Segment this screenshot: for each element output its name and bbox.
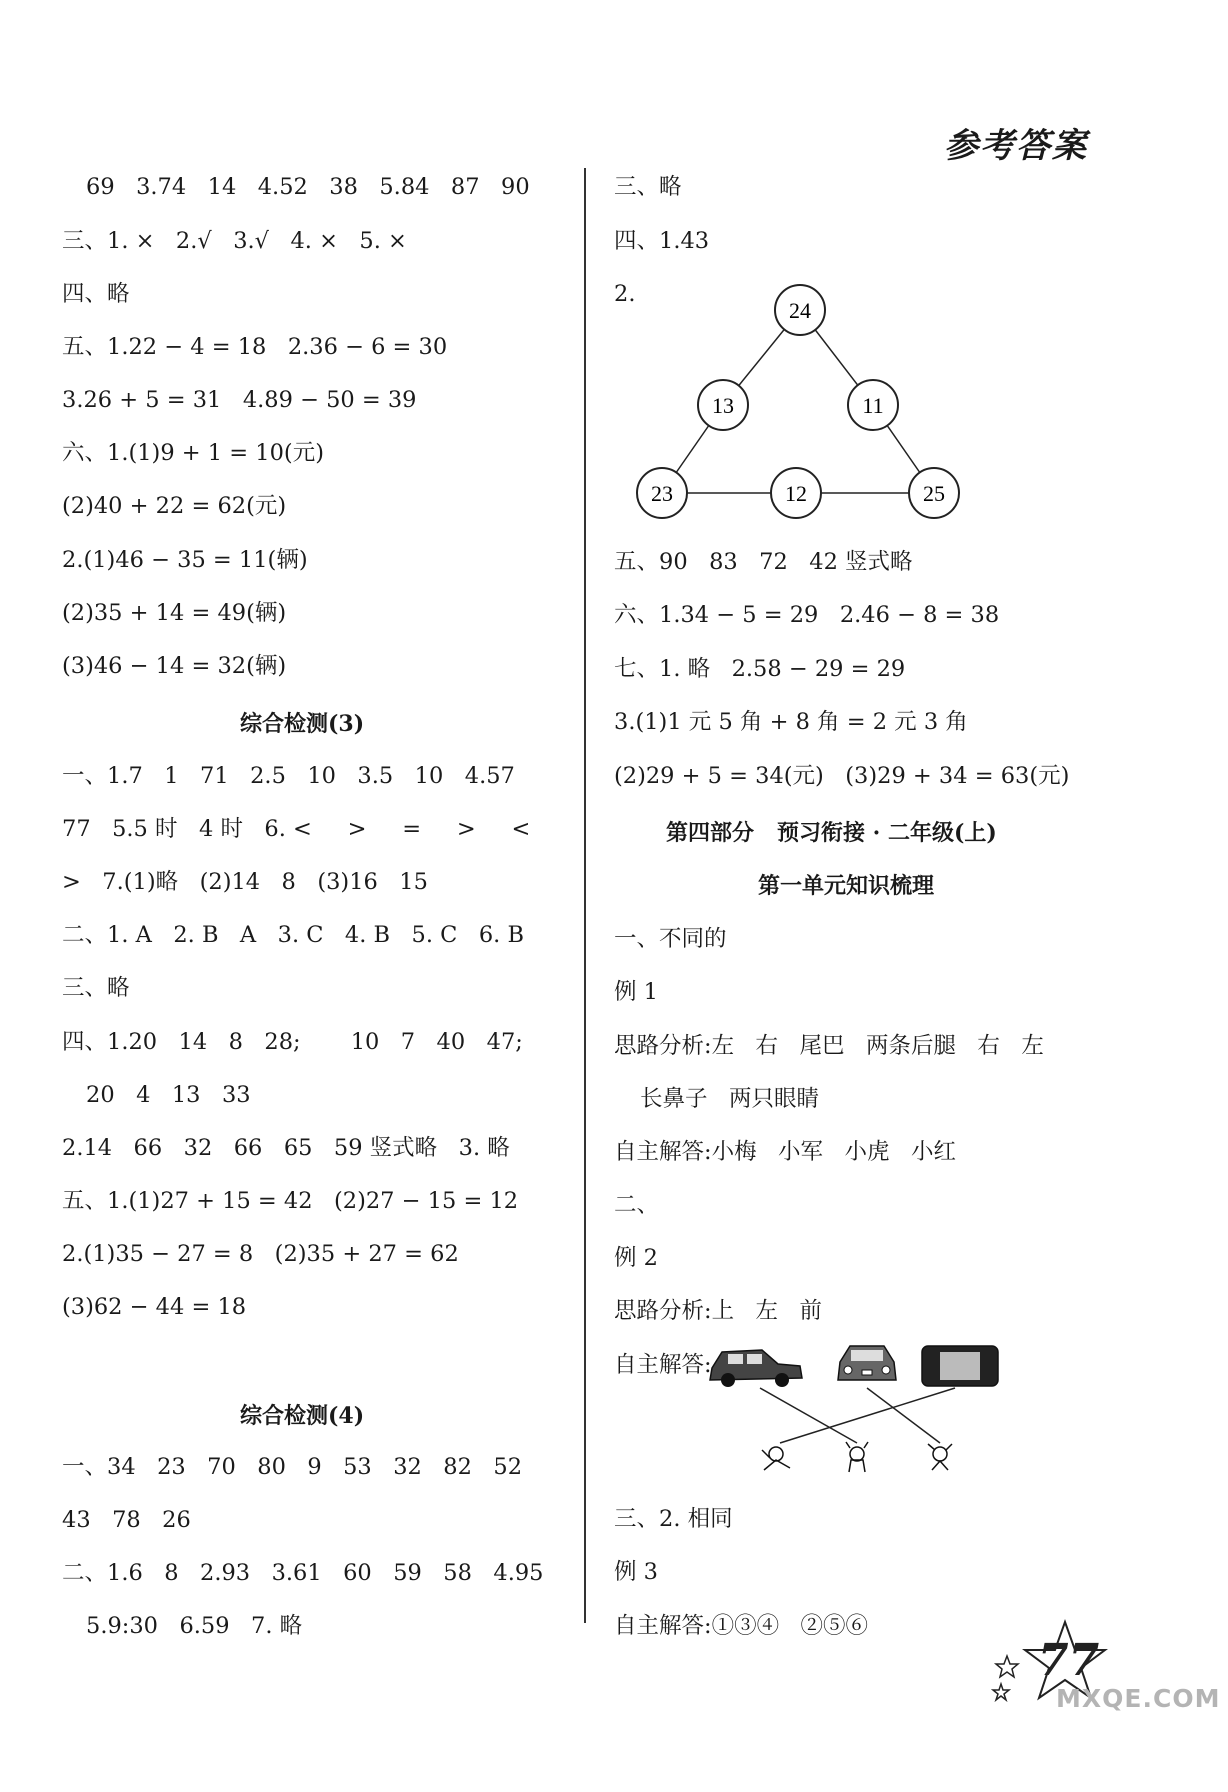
- answer-line: 5.9:30 6.59 7. 略: [86, 1613, 303, 1639]
- answer-line: 77 5.5 时 4 时 6. < > = > <: [62, 816, 531, 842]
- answer-line: 四、1.20 14 8 28; 10 7 40 47;: [62, 1029, 523, 1055]
- section-heading: 综合检测(3): [240, 711, 365, 737]
- part-heading: 第四部分 预习衔接 · 二年级(上): [666, 820, 997, 846]
- answer-line: 三、略: [614, 174, 682, 200]
- node-label: 12: [785, 481, 807, 506]
- answer-line: 自主解答:: [614, 1352, 712, 1378]
- answer-line: (3)62 − 44 = 18: [62, 1294, 247, 1320]
- answer-line: 二、: [614, 1192, 660, 1218]
- answer-line: 69 3.74 14 4.52 38 5.84 87 90: [86, 174, 530, 200]
- answer-line: 例 3: [614, 1559, 658, 1585]
- node-label: 11: [862, 393, 884, 418]
- car-matching-diagram: [700, 1340, 1030, 1480]
- animal-figure-icon: [928, 1444, 952, 1470]
- unit-heading: 第一单元知识梳理: [758, 873, 935, 899]
- answer-line: 3.26 + 5 = 31 4.89 − 50 = 39: [62, 387, 417, 413]
- answer-line: 一、34 23 70 80 9 53 32 82 52: [62, 1454, 523, 1480]
- answer-line: 四、1.43: [614, 228, 710, 254]
- answer-line: 二、1.6 8 2.93 3.61 60 59 58 4.95: [62, 1560, 544, 1586]
- answer-line: 2.(1)35 − 27 = 8 (2)35 + 27 = 62: [62, 1241, 459, 1267]
- column-divider: [584, 168, 586, 1623]
- answer-line: 三、1. × 2.√ 3.√ 4. × 5. ×: [62, 228, 407, 254]
- answer-line: 三、略: [62, 975, 130, 1001]
- answer-line: 六、1.34 − 5 = 29 2.46 − 8 = 38: [614, 602, 1000, 628]
- node-label: 13: [712, 393, 734, 418]
- answer-line: (2)29 + 5 = 34(元) (3)29 + 34 = 63(元): [614, 763, 1070, 789]
- answer-line: 六、1.(1)9 + 1 = 10(元): [62, 440, 324, 466]
- page-header-title: 参考答案: [944, 126, 1088, 166]
- car-side-view-icon: [710, 1350, 802, 1387]
- answer-line: 2.14 66 32 66 65 59 竖式略 3. 略: [62, 1135, 510, 1161]
- answer-line: 一、1.7 1 71 2.5 10 3.5 10 4.57: [62, 763, 515, 789]
- answer-line: 自主解答:①③④ ②⑤⑥: [614, 1613, 869, 1639]
- answer-line: 五、90 83 72 42 竖式略: [614, 549, 913, 575]
- node-label: 25: [923, 481, 945, 506]
- car-top-view-icon: [922, 1346, 998, 1386]
- answer-line: (2)35 + 14 = 49(辆): [62, 600, 287, 626]
- node-label: 24: [789, 298, 811, 323]
- answer-line: 三、2. 相同: [614, 1506, 733, 1532]
- answer-line: 例 1: [614, 979, 658, 1005]
- answer-line: 一、不同的: [614, 926, 727, 952]
- answer-line: (3)46 − 14 = 32(辆): [62, 653, 287, 679]
- answer-line: 五、1.(1)27 + 15 = 42 (2)27 − 15 = 12: [62, 1188, 519, 1214]
- answer-line: 自主解答:小梅 小军 小虎 小红: [614, 1139, 956, 1165]
- answer-line: 二、1. A 2. B A 3. C 4. B 5. C 6. B: [62, 922, 524, 948]
- answer-line: (2)40 + 22 = 62(元): [62, 493, 287, 519]
- answer-line: > 7.(1)略 (2)14 8 (3)16 15: [62, 869, 428, 895]
- page-number: 77: [1038, 1635, 1100, 1686]
- answer-line: 七、1. 略 2.58 − 29 = 29: [614, 656, 906, 682]
- animal-figure-icon: [762, 1447, 790, 1470]
- node-label: 23: [651, 481, 673, 506]
- answer-line: 思路分析:左 右 尾巴 两条后腿 右 左: [614, 1033, 1044, 1059]
- answer-line: 四、略: [62, 281, 130, 307]
- car-front-view-icon: [838, 1346, 896, 1380]
- answer-line: 2.: [614, 281, 636, 307]
- answer-line: 43 78 26: [62, 1507, 191, 1533]
- watermark-text: MXQE.COM: [1056, 1684, 1221, 1713]
- answer-line: 长鼻子 两只眼睛: [640, 1086, 819, 1112]
- number-triangle-diagram: [620, 270, 970, 530]
- section-heading: 综合检测(4): [240, 1403, 365, 1429]
- answer-line: 思路分析:上 左 前: [614, 1298, 822, 1324]
- answer-line: 3.(1)1 元 5 角 + 8 角 = 2 元 3 角: [614, 709, 968, 735]
- answer-line: 20 4 13 33: [86, 1082, 251, 1108]
- answer-line: 2.(1)46 − 35 = 11(辆): [62, 547, 308, 573]
- animal-figure-icon: [846, 1442, 868, 1472]
- answer-line: 例 2: [614, 1245, 658, 1271]
- answer-line: 五、1.22 − 4 = 18 2.36 − 6 = 30: [62, 334, 448, 360]
